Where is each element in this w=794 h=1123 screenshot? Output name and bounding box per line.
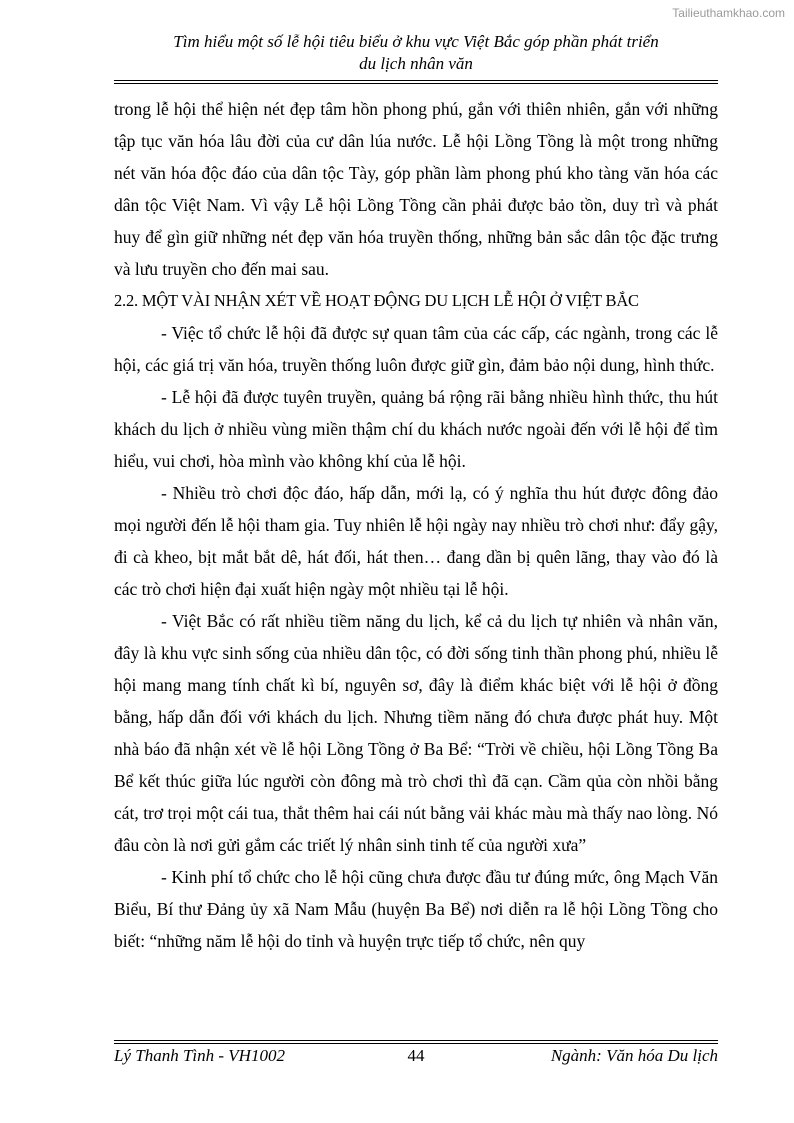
- footer-author: Lý Thanh Tình - VH1002: [114, 1046, 285, 1065]
- section-heading: 2.2. MỘT VÀI NHẬN XÉT VỀ HOẠT ĐỘNG DU LỊCH LỄ HỘI Ở VIỆT BẮC: [114, 291, 639, 310]
- paragraph-continuation: trong lễ hội thể hiện nét đẹp tâm hồn phong phú, gắn với thiên nhiên, gắn với những tập tục văn hóa lâu đời của cư dân lúa nước. Lễ hội Lồng Tồng là một trong những nét văn hóa độc đáo của dân tộc Tày, góp phần làm phong phú kho tàng văn hóa các dân tộc Việt Nam. Vì vậy Lễ hội Lồng Tồng cần phải được bảo tồn, duy trì và phát huy để gìn giữ những nét đẹp văn hóa truyền thống, những bản sắc dân tộc đặc trưng và lưu truyền cho đến mai sau.: [114, 99, 718, 279]
- header-divider: [114, 80, 718, 84]
- header-title-line1: Tìm hiểu một số lễ hội tiêu biểu ở khu vực Việt Bắc góp phần phát triển: [173, 32, 659, 51]
- paragraph-bullet-2: - Lễ hội đã được tuyên truyền, quảng bá rộng rãi bằng nhiều hình thức, thu hút khách du lịch ở nhiều vùng miền thậm chí du khách nước ngoài đến với lễ hội để tìm hiểu, vui chơi, hòa mình vào không khí của lễ hội.: [114, 387, 718, 471]
- header-title-line2: du lịch nhân văn: [359, 54, 473, 73]
- running-header: [114, 31, 718, 75]
- footer-divider: [114, 1040, 718, 1044]
- footer-major: Ngành: Văn hóa Du lịch: [550, 1046, 718, 1065]
- watermark-text: Tailieuthamkhao.com: [672, 6, 785, 20]
- page-number: 44: [407, 1046, 425, 1065]
- running-footer: [114, 1046, 718, 1068]
- page-body: [114, 93, 718, 957]
- paragraph-bullet-3: - Nhiều trò chơi độc đáo, hấp dẫn, mới lạ, có ý nghĩa thu hút được đông đảo mọi người đến lễ hội tham gia. Tuy nhiên lễ hội ngày nay nhiều trò chơi như: đẩy gậy, đi cà kheo, bịt mắt bắt dê, hát đối, hát then… đang dần bị quên lãng, thay vào đó là các trò chơi hiện đại xuất hiện ngày một nhiều tại lễ hội.: [114, 483, 718, 599]
- paragraph-bullet-4: - Việt Bắc có rất nhiều tiềm năng du lịch, kể cả du lịch tự nhiên và nhân văn, đây là khu vực sinh sống của nhiều dân tộc, có đời sống tinh thần phong phú, nhiều lễ hội mang mang tính chất kì bí, nguyên sơ, đây là điểm khác biệt với lễ hội ở đồng bằng, hấp dẫn đối với khách du lịch. Nhưng tiềm năng đó chưa được phát huy. Một nhà báo đã nhận xét về lễ hội Lồng Tồng ở Ba Bể: “Trời về chiều, hội Lồng Tồng Ba Bể kết thúc giữa lúc người còn đông mà trò chơi thì đã cạn. Cầm qủa còn nhồi bằng cát, trơ trọi một cái tua, thắt thêm hai cái nút bằng vải khác màu mà thấy nao lòng. Nó đâu còn là nơi gửi gắm các triết lý nhân sinh tinh tế của người xưa”: [114, 611, 718, 855]
- paragraph-bullet-1: - Việc tổ chức lễ hội đã được sự quan tâm của các cấp, các ngành, trong các lễ hội, các giá trị văn hóa, truyền thống luôn được giữ gìn, đảm bảo nội dung, hình thức.: [114, 323, 718, 375]
- paragraph-bullet-5: - Kinh phí tổ chức cho lễ hội cũng chưa được đầu tư đúng mức, ông Mạch Văn Biểu, Bí thư Đảng ủy xã Nam Mẫu (huyện Ba Bể) nơi diễn ra lễ hội Lồng Tồng cho biết: “những năm lễ hội do tỉnh và huyện trực tiếp tổ chức, nên quy: [114, 867, 718, 951]
